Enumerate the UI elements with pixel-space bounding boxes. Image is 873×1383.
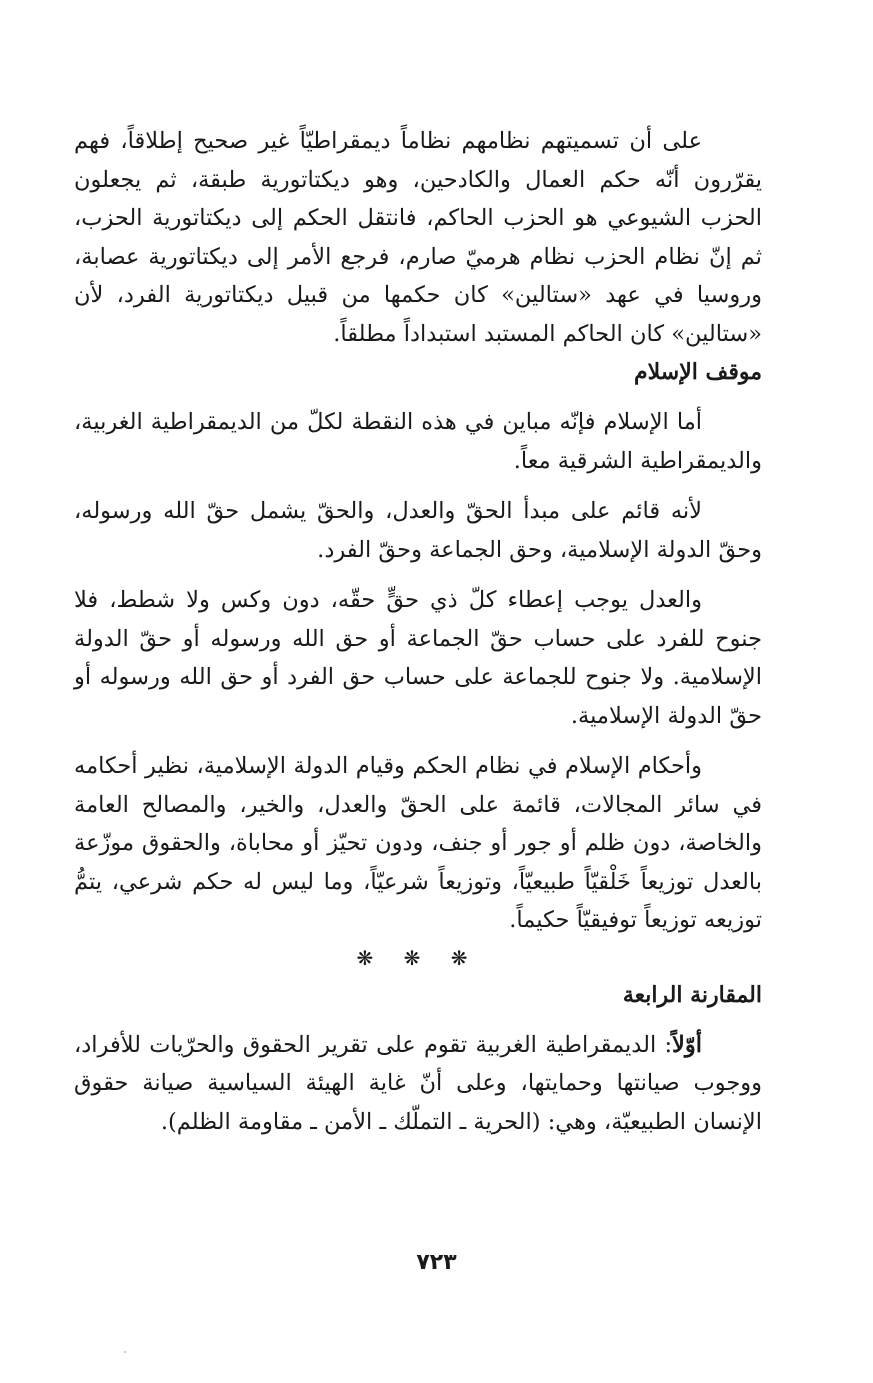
page-body [74, 122, 762, 1141]
paragraph-justice-rights: والعدل يوجب إعطاء كلّ ذي حقٍّ حقّه، دون وكس ولا شطط، فلا جنوح للفرد على حساب حقّ الجماعة أو حق الله ورسوله أو حقّ الدولة الإسلامية. ولا جنوح للجماعة على حساب حق الفرد أو حق الله ورسوله أو حقّ الدولة الإسلامية. [74, 587, 762, 729]
paragraph-western-democracy-text: : الديمقراطية الغربية تقوم على تقرير الحقوق والحرّيات للأفراد، ووجوب صيانتها وحمايتها، وعلى أنّ غاية الهيئة السياسية صيانة حقوق الإنسان الطبيعيّة، وهي: (الحرية ـ التملّك ـ الأمن ـ مقاومة الظلم). [74, 1031, 762, 1135]
paragraph-communist-dictatorship: على أن تسميتهم نظامهم نظاماً ديمقراطيّاً غير صحيح إطلاقاً، فهم يقرّرون أنّه حكم العمال والكادحين، وهو ديكتاتورية طبقة، ثم يجعلون الحزب الشيوعي هو الحزب الحاكم، فانتقل الحكم إلى ديكتاتورية الحزب، ثم إنّ نظام الحزب نظام هرميّ صارم، فرجع الأمر إلى ديكتاتورية عصابة، وروسيا في عهد «ستالين» كان حكمها من قبيل ديكتاتورية الفرد، لأن «ستالين» كان الحاكم المستبد استبداداً مطلقاً. [74, 128, 762, 347]
scan-speck [124, 1351, 126, 1353]
paragraph-truth-justice: لأنه قائم على مبدأ الحقّ والعدل، والحقّ يشمل حقّ الله ورسوله، وحقّ الدولة الإسلامية، وحق الجماعة وحقّ الفرد. [74, 498, 762, 563]
paragraph-islam-differs: أما الإسلام فإنّه مباين في هذه النقطة لكلّ من الديمقراطية الغربية، والديمقراطية الشرقية معاً. [74, 409, 762, 474]
page-number: ٧٢٣ [416, 1250, 457, 1275]
paragraph-islamic-rulings: وأحكام الإسلام في نظام الحكم وقيام الدولة الإسلامية، نظير أحكامه في سائر المجالات، قائمة على الحقّ والعدل، والخير، والمصالح العامة والخاصة، دون ظلم أو جور أو جنف، ودون تحيّز أو محاباة، والحقوق موزّعة بالعدل توزيعاً خَلْقيّاً طبيعيّاً، وتوزيعاً شرعيّاً، وما ليس له حكم شرعي، يتمُّ توزيعه توزيعاً توفيقيّاً حكيماً. [74, 753, 762, 933]
paragraph-lead-first: أوّلاً [672, 1031, 702, 1058]
section-separator: ❋ ❋ ❋ [356, 945, 480, 970]
paragraph-western-democracy [74, 1026, 762, 1142]
section-heading-islam-position: موقف الإسلام [634, 359, 762, 385]
section-heading-fourth-comparison: المقارنة الرابعة [622, 981, 762, 1008]
